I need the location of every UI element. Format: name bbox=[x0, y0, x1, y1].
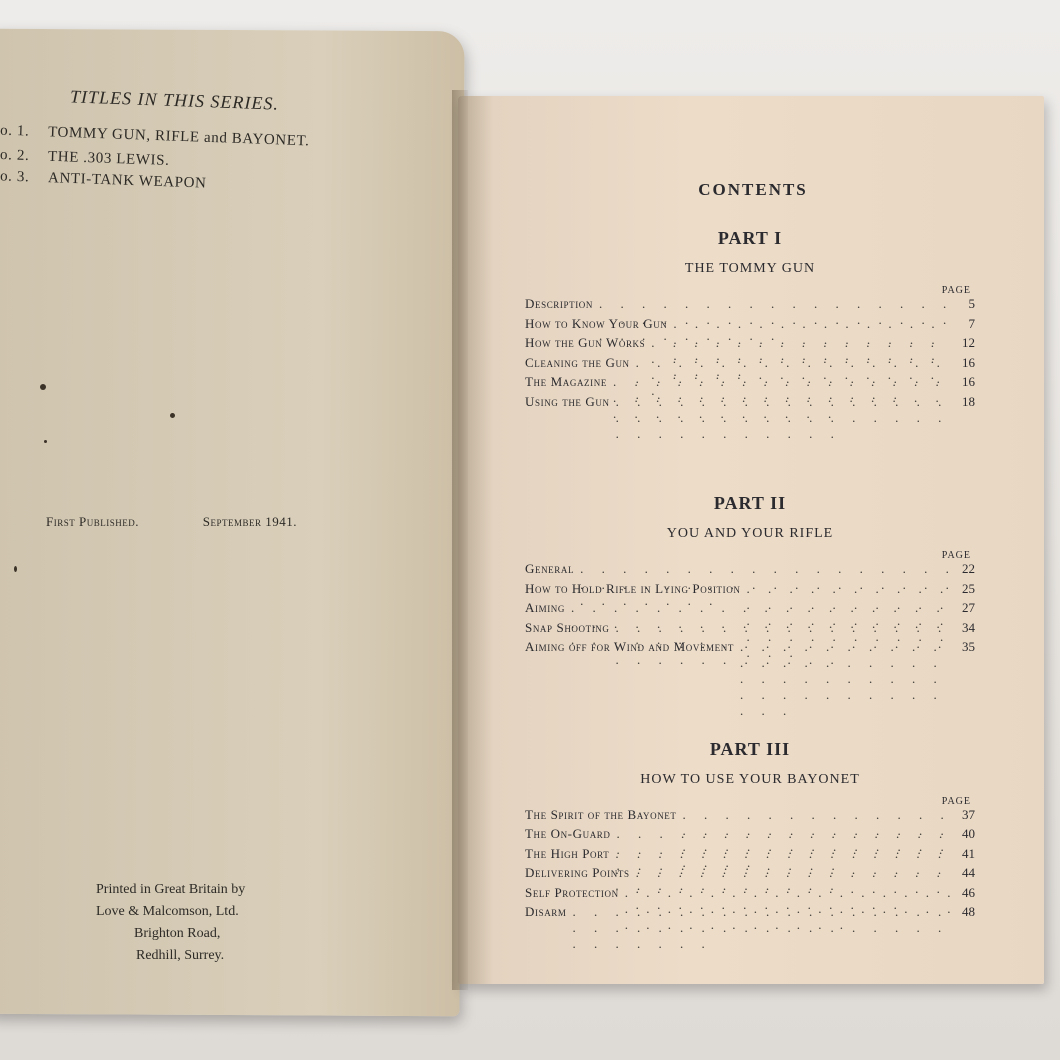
table-of-contents bbox=[525, 180, 975, 924]
toc-entry bbox=[525, 335, 975, 355]
toc-entry-page: 16 bbox=[962, 374, 975, 389]
toc-entry bbox=[525, 561, 975, 581]
part-subtitle: THE TOMMY GUN bbox=[684, 261, 816, 276]
part-title: PART I bbox=[717, 228, 783, 248]
show-through-print bbox=[100, 252, 114, 316]
toc-entry-label: How to Know Your Gun bbox=[525, 315, 668, 331]
toc-entry-page: 16 bbox=[962, 354, 975, 370]
toc-entry-page: 35 bbox=[962, 639, 975, 654]
toc-entry-label: The On-Guard bbox=[525, 826, 611, 841]
series-title: THE .303 LEWIS. bbox=[47, 148, 170, 169]
toc-entry bbox=[525, 807, 975, 827]
toc-entry-label: Using the Gun bbox=[525, 393, 610, 409]
toc-entry-label: How the Gun Works bbox=[525, 335, 646, 350]
page-column-label: PAGE bbox=[941, 285, 971, 296]
dot-leader bbox=[610, 394, 953, 442]
toc-entry bbox=[525, 600, 975, 620]
toc-entry-page: 44 bbox=[962, 865, 975, 880]
toc-entry-page: 41 bbox=[962, 845, 975, 861]
book-gutter bbox=[452, 90, 468, 990]
first-published-date: September 1941. bbox=[202, 514, 297, 529]
toc-entry-page: 48 bbox=[962, 904, 975, 919]
toc-entry-page: 46 bbox=[962, 884, 975, 900]
toc-entry bbox=[525, 374, 975, 394]
first-published-label: First Published. bbox=[46, 514, 139, 529]
toc-entry bbox=[525, 865, 975, 885]
toc-entry bbox=[525, 904, 975, 924]
printer-line: Printed in Great Britain by bbox=[96, 882, 246, 897]
part-subtitle: HOW TO USE YOUR BAYONET bbox=[640, 771, 860, 787]
toc-entry-label: The Spirit of the Bayonet bbox=[525, 806, 677, 822]
dot-leader bbox=[734, 639, 953, 719]
toc-entry-page: 5 bbox=[968, 296, 975, 311]
toc-entry-label: Description bbox=[525, 296, 593, 311]
toc-entry bbox=[525, 639, 975, 659]
part-title: PART III bbox=[709, 738, 791, 759]
printer-line: Redhill, Surrey. bbox=[136, 948, 225, 963]
toc-entry-page: 34 bbox=[962, 619, 975, 635]
toc-entry-page: 7 bbox=[968, 315, 975, 331]
dot-leader bbox=[567, 904, 954, 952]
toc-entry-label: Aiming bbox=[525, 600, 565, 615]
toc-entry-label: How to Hold Rifle in Lying Position bbox=[525, 580, 741, 596]
toc-entry-label: Disarm bbox=[525, 904, 567, 919]
toc-entry bbox=[525, 296, 975, 316]
toc-entry-label: General bbox=[525, 561, 575, 576]
page-column-label: PAGE bbox=[941, 795, 971, 807]
series-number: o. 1. bbox=[0, 122, 30, 140]
contents-title: CONTENTS bbox=[698, 180, 808, 199]
toc-entry-page: 22 bbox=[962, 561, 975, 576]
series-title: ANTI-TANK WEAPON bbox=[47, 170, 207, 192]
printer-line: Brighton Road, bbox=[134, 926, 221, 941]
series-number: o. 2. bbox=[0, 147, 30, 165]
toc-entry-label: The High Port bbox=[525, 845, 610, 861]
page-column-label: PAGE bbox=[941, 550, 971, 561]
toc-entry bbox=[525, 826, 975, 846]
toc-entry-page: 40 bbox=[962, 826, 975, 841]
toc-entry-label: Cleaning the Gun bbox=[525, 354, 630, 370]
toc-entry-label: Snap Shooting bbox=[525, 619, 610, 635]
series-title: TOMMY GUN, RIFLE and BAYONET. bbox=[47, 124, 310, 150]
toc-entry-page: 12 bbox=[962, 335, 975, 350]
toc-entry bbox=[525, 394, 975, 414]
toc-entry-page: 27 bbox=[962, 600, 975, 615]
toc-entry bbox=[525, 846, 975, 866]
toc-entry-page: 18 bbox=[962, 393, 975, 409]
part-title: PART II bbox=[713, 493, 787, 513]
toc-entry-label: Self Protection bbox=[525, 884, 619, 900]
toc-entry-page: 25 bbox=[962, 580, 975, 596]
toc-entry-label: Aiming off for Wind and Movement bbox=[525, 639, 734, 654]
toc-entry-label: Delivering Points bbox=[525, 865, 630, 880]
toc-entry bbox=[525, 885, 975, 905]
toc-entry-label: The Magazine bbox=[525, 374, 607, 389]
toc-entry-page: 37 bbox=[962, 806, 975, 822]
part-subtitle: YOU AND YOUR RIFLE bbox=[666, 526, 834, 541]
toc-entry bbox=[525, 355, 975, 375]
publication-line bbox=[46, 514, 297, 530]
series-heading: TITLES IN THIS SERIES. bbox=[69, 86, 280, 114]
printer-line: Love & Malcomson, Ltd. bbox=[96, 904, 239, 919]
series-number: o. 3. bbox=[0, 168, 30, 186]
